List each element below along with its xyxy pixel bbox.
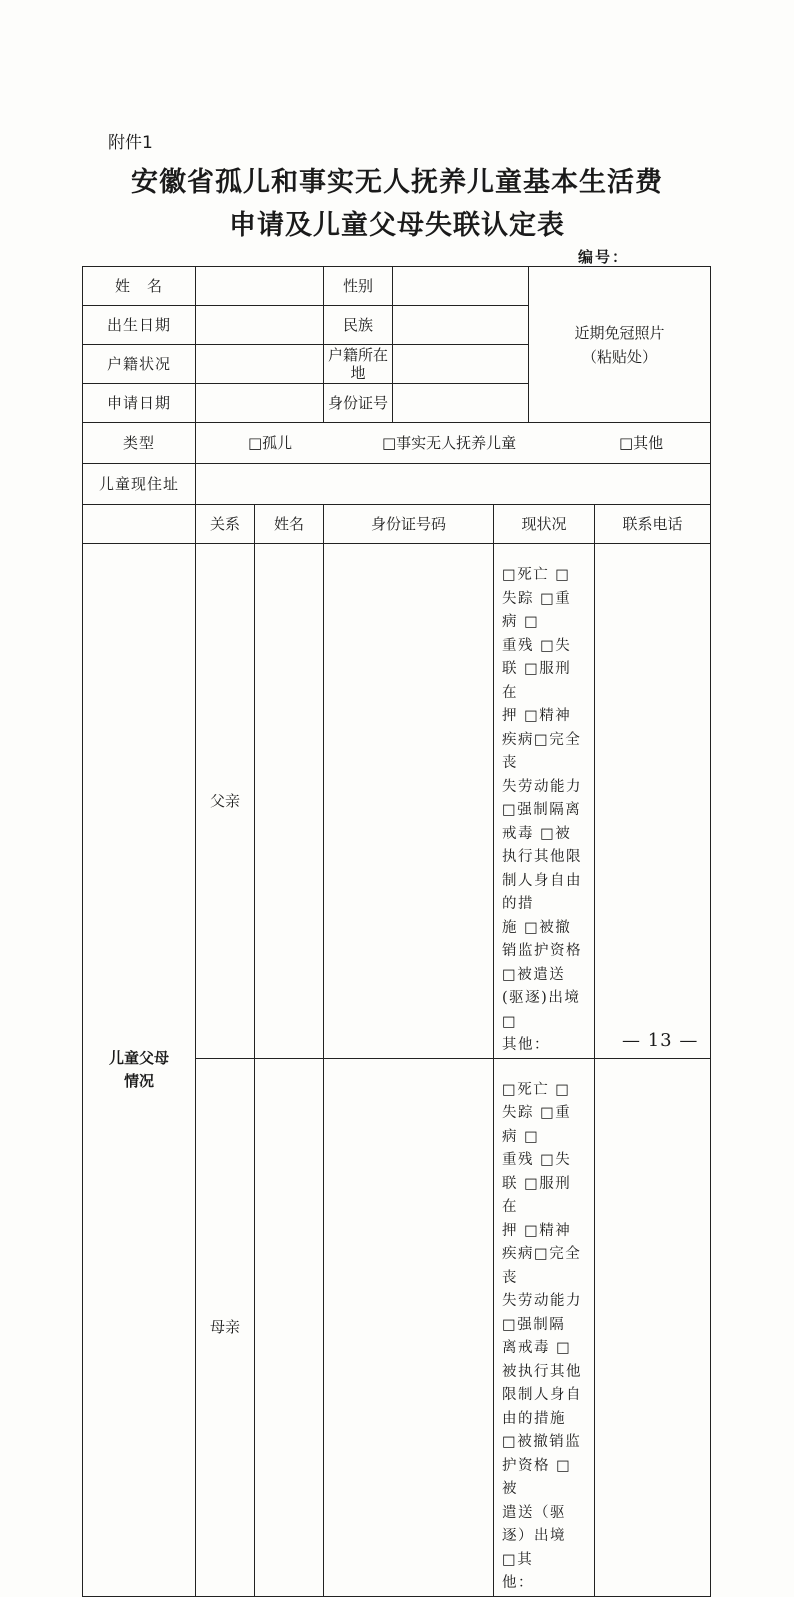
mother-status-line: 离戒毒 □被执行其他 <box>502 1340 582 1380</box>
father-status-line: 失劳动能力□强制隔离 <box>502 778 582 818</box>
col-status-header: 现状况 <box>494 505 595 544</box>
ethnicity-field[interactable] <box>393 306 529 345</box>
mother-phone-field[interactable] <box>595 1058 711 1596</box>
serial-number-label: 编号： <box>578 248 630 266</box>
parents-section-label <box>83 544 196 1597</box>
mother-status-line: 重残 □失联 □服刑在 <box>502 1152 572 1215</box>
mother-status-line: 他： <box>502 1575 534 1591</box>
father-status-line: 戒毒 □被执行其他限 <box>502 825 582 865</box>
father-status-line: 施 □被撤销监护资格 <box>502 919 582 959</box>
father-status-options[interactable] <box>494 544 595 1059</box>
ethnicity-label: 民族 <box>324 306 393 345</box>
form-title-line1: 安徽省孤儿和事实无人抚养儿童基本生活费 <box>131 167 663 198</box>
address-label: 儿童现住址 <box>83 464 196 505</box>
father-status-line: 其他： <box>502 1037 550 1053</box>
attachment-label: 附件1 <box>108 133 153 153</box>
id-number-field[interactable] <box>393 384 529 423</box>
col-id-header: 身份证号码 <box>324 505 494 544</box>
mother-status-options[interactable] <box>494 1058 595 1596</box>
father-id-field[interactable] <box>324 544 494 1059</box>
address-field[interactable] <box>196 464 711 505</box>
photo-area[interactable] <box>529 267 711 423</box>
type-option-orphan[interactable]: □孤儿 <box>248 434 293 452</box>
hukou-location-label: 户籍所在地 <box>324 345 393 384</box>
form-row-name <box>83 267 711 306</box>
type-option-other[interactable]: □其他 <box>619 434 664 452</box>
birth-date-field[interactable] <box>196 306 324 345</box>
type-option-de-facto-unsupported[interactable]: □事实无人抚养儿童 <box>382 434 517 452</box>
photo-label-line2: （粘贴处） <box>582 347 658 366</box>
application-form-table <box>82 266 711 1597</box>
type-options <box>196 423 711 464</box>
id-number-label: 身份证号 <box>324 384 393 423</box>
father-status-line: 重残 □失联 □服刑在 <box>502 637 572 701</box>
father-label: 父亲 <box>196 544 255 1059</box>
apply-date-label: 申请日期 <box>83 384 196 423</box>
parents-section-label-line1: 儿童父母 <box>108 1049 169 1068</box>
birth-date-label: 出生日期 <box>83 306 196 345</box>
mother-label: 母亲 <box>196 1058 255 1596</box>
mother-status-line: □被撤销监护资格 □被 <box>502 1434 582 1497</box>
father-status-line: 押 □精神疾病□完全丧 <box>502 708 582 771</box>
apply-date-field[interactable] <box>196 384 324 423</box>
col-name-header: 姓名 <box>255 505 324 544</box>
mother-status-line: 限制人身自由的措施 <box>502 1387 582 1427</box>
mother-status-line: □死亡 □失踪 □重病 □ <box>502 1081 572 1145</box>
father-status-line: □死亡 □失踪 □重病 □ <box>502 567 572 630</box>
gender-label: 性别 <box>324 267 393 306</box>
mother-status-line: 押 □精神疾病□完全丧 <box>502 1222 582 1286</box>
hukou-status-label: 户籍状况 <box>83 345 196 384</box>
father-row <box>83 544 711 1059</box>
parents-header-blank <box>83 505 196 544</box>
father-status-line: 制人身自由的措 <box>502 872 582 912</box>
page-number: — 13 — <box>622 1030 699 1051</box>
mother-id-field[interactable] <box>324 1058 494 1596</box>
hukou-location-field[interactable] <box>393 345 529 384</box>
mother-name-field[interactable] <box>255 1058 324 1596</box>
name-field[interactable] <box>196 267 324 306</box>
col-relation-header: 关系 <box>196 505 255 544</box>
gender-field[interactable] <box>393 267 529 306</box>
hukou-status-field[interactable] <box>196 345 324 384</box>
photo-label-line1: 近期免冠照片 <box>574 323 665 342</box>
mother-status-line: 遣送（驱逐）出境 □其 <box>502 1504 566 1568</box>
type-label: 类型 <box>83 423 196 464</box>
father-status-line: □被遣送(驱逐)出境 □ <box>502 966 581 1030</box>
col-phone-header: 联系电话 <box>595 505 711 544</box>
name-label: 姓 名 <box>83 267 196 306</box>
form-row-address <box>83 464 711 505</box>
form-title-line2: 申请及儿童父母失联认定表 <box>229 210 565 241</box>
parents-section-label-line2: 情况 <box>123 1071 154 1090</box>
father-name-field[interactable] <box>255 544 324 1059</box>
father-phone-field[interactable] <box>595 544 711 1059</box>
parents-header-row <box>83 505 711 544</box>
mother-status-line: 失劳动能力 □强制隔 <box>502 1293 582 1333</box>
form-row-type <box>83 423 711 464</box>
